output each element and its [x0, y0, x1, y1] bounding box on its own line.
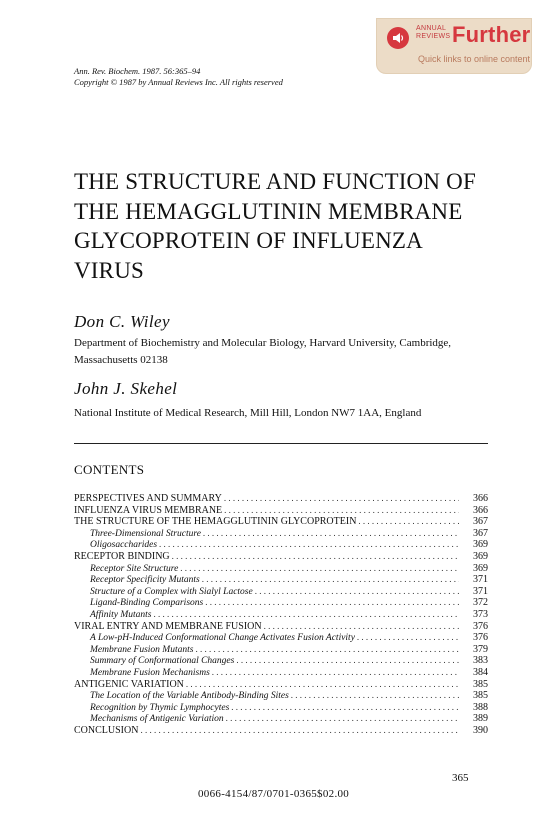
toc-entry-page: 384: [473, 666, 488, 678]
logo-line-2: REVIEWS: [416, 33, 451, 40]
toc-leader-dots: [224, 493, 459, 505]
toc-entry: [74, 644, 488, 656]
toc-leader-dots: [357, 632, 459, 644]
toc-entry-label: The Location of the Variable Antibody-Binding Sites: [90, 691, 289, 702]
toc-entry-page: 371: [473, 585, 488, 597]
toc-entry-label: Receptor Specificity Mutants: [90, 575, 200, 586]
toc-entry-page: 390: [473, 724, 488, 736]
toc-leader-dots: [255, 586, 459, 598]
toc-leader-dots: [186, 679, 459, 691]
logo-line-1: ANNUAL: [416, 25, 447, 32]
toc-entry-page: 366: [473, 493, 488, 504]
toc-entry: [74, 690, 488, 702]
toc-entry-page: 383: [473, 655, 488, 667]
toc-entry-page: 369: [473, 562, 488, 574]
toc-entry-label: ANTIGENIC VARIATION: [74, 678, 184, 690]
toc-entry: [74, 655, 488, 667]
toc-leader-dots: [224, 505, 459, 517]
toc-entry: [74, 586, 488, 598]
toc-entry-label: PERSPECTIVES AND SUMMARY: [74, 493, 222, 504]
toc-entry-label: THE STRUCTURE OF THE HEMAGGLUTININ GLYCOPROTEIN: [74, 516, 357, 528]
toc-entry-page: 389: [473, 713, 488, 725]
table-of-contents: [74, 493, 488, 736]
toc-entry: [74, 621, 488, 633]
author-affiliation: Department of Biochemistry and Molecular Biology, Harvard University, Cambridge, Massachusetts 02138: [74, 337, 452, 366]
toc-leader-dots: [226, 713, 459, 725]
toc-leader-dots: [231, 702, 459, 714]
toc-entry: [74, 725, 488, 737]
toc-entry-page: 385: [473, 678, 488, 690]
toc-entry-label: CONCLUSION: [74, 724, 139, 736]
author-name: Don C. Wiley: [74, 312, 170, 331]
toc-entry: [74, 574, 488, 586]
page-number: 365: [452, 772, 469, 784]
journal-citation: Ann. Rev. Biochem. 1987. 56:365–94: [74, 66, 201, 76]
toc-entry: [74, 597, 488, 609]
toc-entry-label: Mechanisms of Antigenic Variation: [90, 714, 224, 725]
author-affiliation: National Institute of Medical Research, Mill Hill, London NW7 1AA, England: [74, 407, 422, 419]
toc-leader-dots: [212, 667, 459, 679]
toc-entry-label: Summary of Conformational Changes: [90, 656, 235, 667]
toc-entry: [74, 609, 488, 621]
toc-entry: [74, 563, 488, 575]
toc-entry-page: 371: [473, 574, 488, 586]
toc-entry-page: 366: [473, 504, 488, 516]
toc-entry-label: VIRAL ENTRY AND MEMBRANE FUSION: [74, 620, 262, 632]
toc-entry-label: A Low-pH-Induced Conformational Change Activates Fusion Activity: [90, 633, 355, 644]
toc-entry-page: 369: [473, 539, 488, 551]
toc-entry-page: 376: [473, 632, 488, 644]
toc-entry: [74, 551, 488, 563]
toc-entry: [74, 713, 488, 725]
speaker-icon: [387, 27, 409, 49]
toc-leader-dots: [195, 644, 459, 656]
toc-entry-label: Structure of a Complex with Sialyl Lactose: [90, 586, 253, 597]
toc-entry: [74, 632, 488, 644]
toc-entry-label: Membrane Fusion Mutants: [90, 644, 194, 655]
toc-leader-dots: [140, 725, 459, 737]
toc-entry: [74, 679, 488, 691]
toc-entry-label: RECEPTOR BINDING: [74, 550, 170, 562]
toc-entry: [74, 539, 488, 551]
toc-entry-page: 372: [473, 597, 488, 609]
toc-entry: [74, 702, 488, 714]
toc-entry: [74, 516, 488, 528]
toc-entry: [74, 528, 488, 540]
toc-entry-label: Oligosaccharides: [90, 540, 158, 551]
citation-block: [74, 66, 283, 88]
toc-leader-dots: [202, 574, 459, 586]
toc-entry-page: 388: [473, 701, 488, 713]
toc-leader-dots: [203, 528, 459, 540]
toc-entry-page: 385: [473, 690, 488, 702]
toc-leader-dots: [291, 690, 459, 702]
toc-entry-page: 367: [473, 527, 488, 539]
footer-code: 0066-4154/87/0701-0365$02.00: [198, 788, 350, 800]
toc-leader-dots: [236, 655, 459, 667]
annual-reviews-logo-text: [416, 25, 450, 41]
toc-entry: [74, 505, 488, 517]
author-name: John J. Skehel: [74, 379, 178, 398]
toc-entry-label: Ligand-Binding Comparisons: [90, 598, 204, 609]
toc-leader-dots: [264, 621, 459, 633]
further-banner[interactable]: [376, 18, 532, 74]
toc-entry: [74, 493, 488, 505]
contents-heading: CONTENTS: [74, 462, 145, 477]
copyright-line: Copyright © 1987 by Annual Reviews Inc. All rights reserved: [74, 77, 283, 87]
toc-entry-label: Three-Dimensional Structure: [90, 528, 201, 539]
toc-leader-dots: [159, 539, 459, 551]
toc-entry-page: 369: [473, 550, 488, 562]
banner-subtitle[interactable]: Quick links to online content: [418, 54, 531, 64]
further-brand: Further: [452, 22, 531, 47]
toc-entry-label: Receptor Site Structure: [90, 563, 179, 574]
toc-entry-label: INFLUENZA VIRUS MEMBRANE: [74, 504, 223, 516]
toc-entry-label: Affinity Mutants: [90, 609, 152, 620]
toc-leader-dots: [358, 516, 459, 528]
toc-entry-label: Recognition by Thymic Lymphocytes: [90, 702, 230, 713]
toc-leader-dots: [153, 609, 459, 621]
toc-entry: [74, 667, 488, 679]
toc-leader-dots: [172, 551, 459, 563]
toc-entry-label: Membrane Fusion Mechanisms: [90, 667, 210, 678]
toc-leader-dots: [205, 597, 459, 609]
toc-entry-page: 376: [473, 620, 488, 632]
toc-entry-page: 367: [473, 516, 488, 528]
toc-entry-page: 379: [473, 643, 488, 655]
toc-leader-dots: [180, 563, 459, 575]
section-divider: [74, 443, 488, 444]
article-title: THE STRUCTURE AND FUNCTION OF THE HEMAGGLUTININ MEMBRANE GLYCOPROTEIN OF INFLUENZA VIRUS: [74, 169, 476, 283]
toc-entry-page: 373: [473, 608, 488, 620]
